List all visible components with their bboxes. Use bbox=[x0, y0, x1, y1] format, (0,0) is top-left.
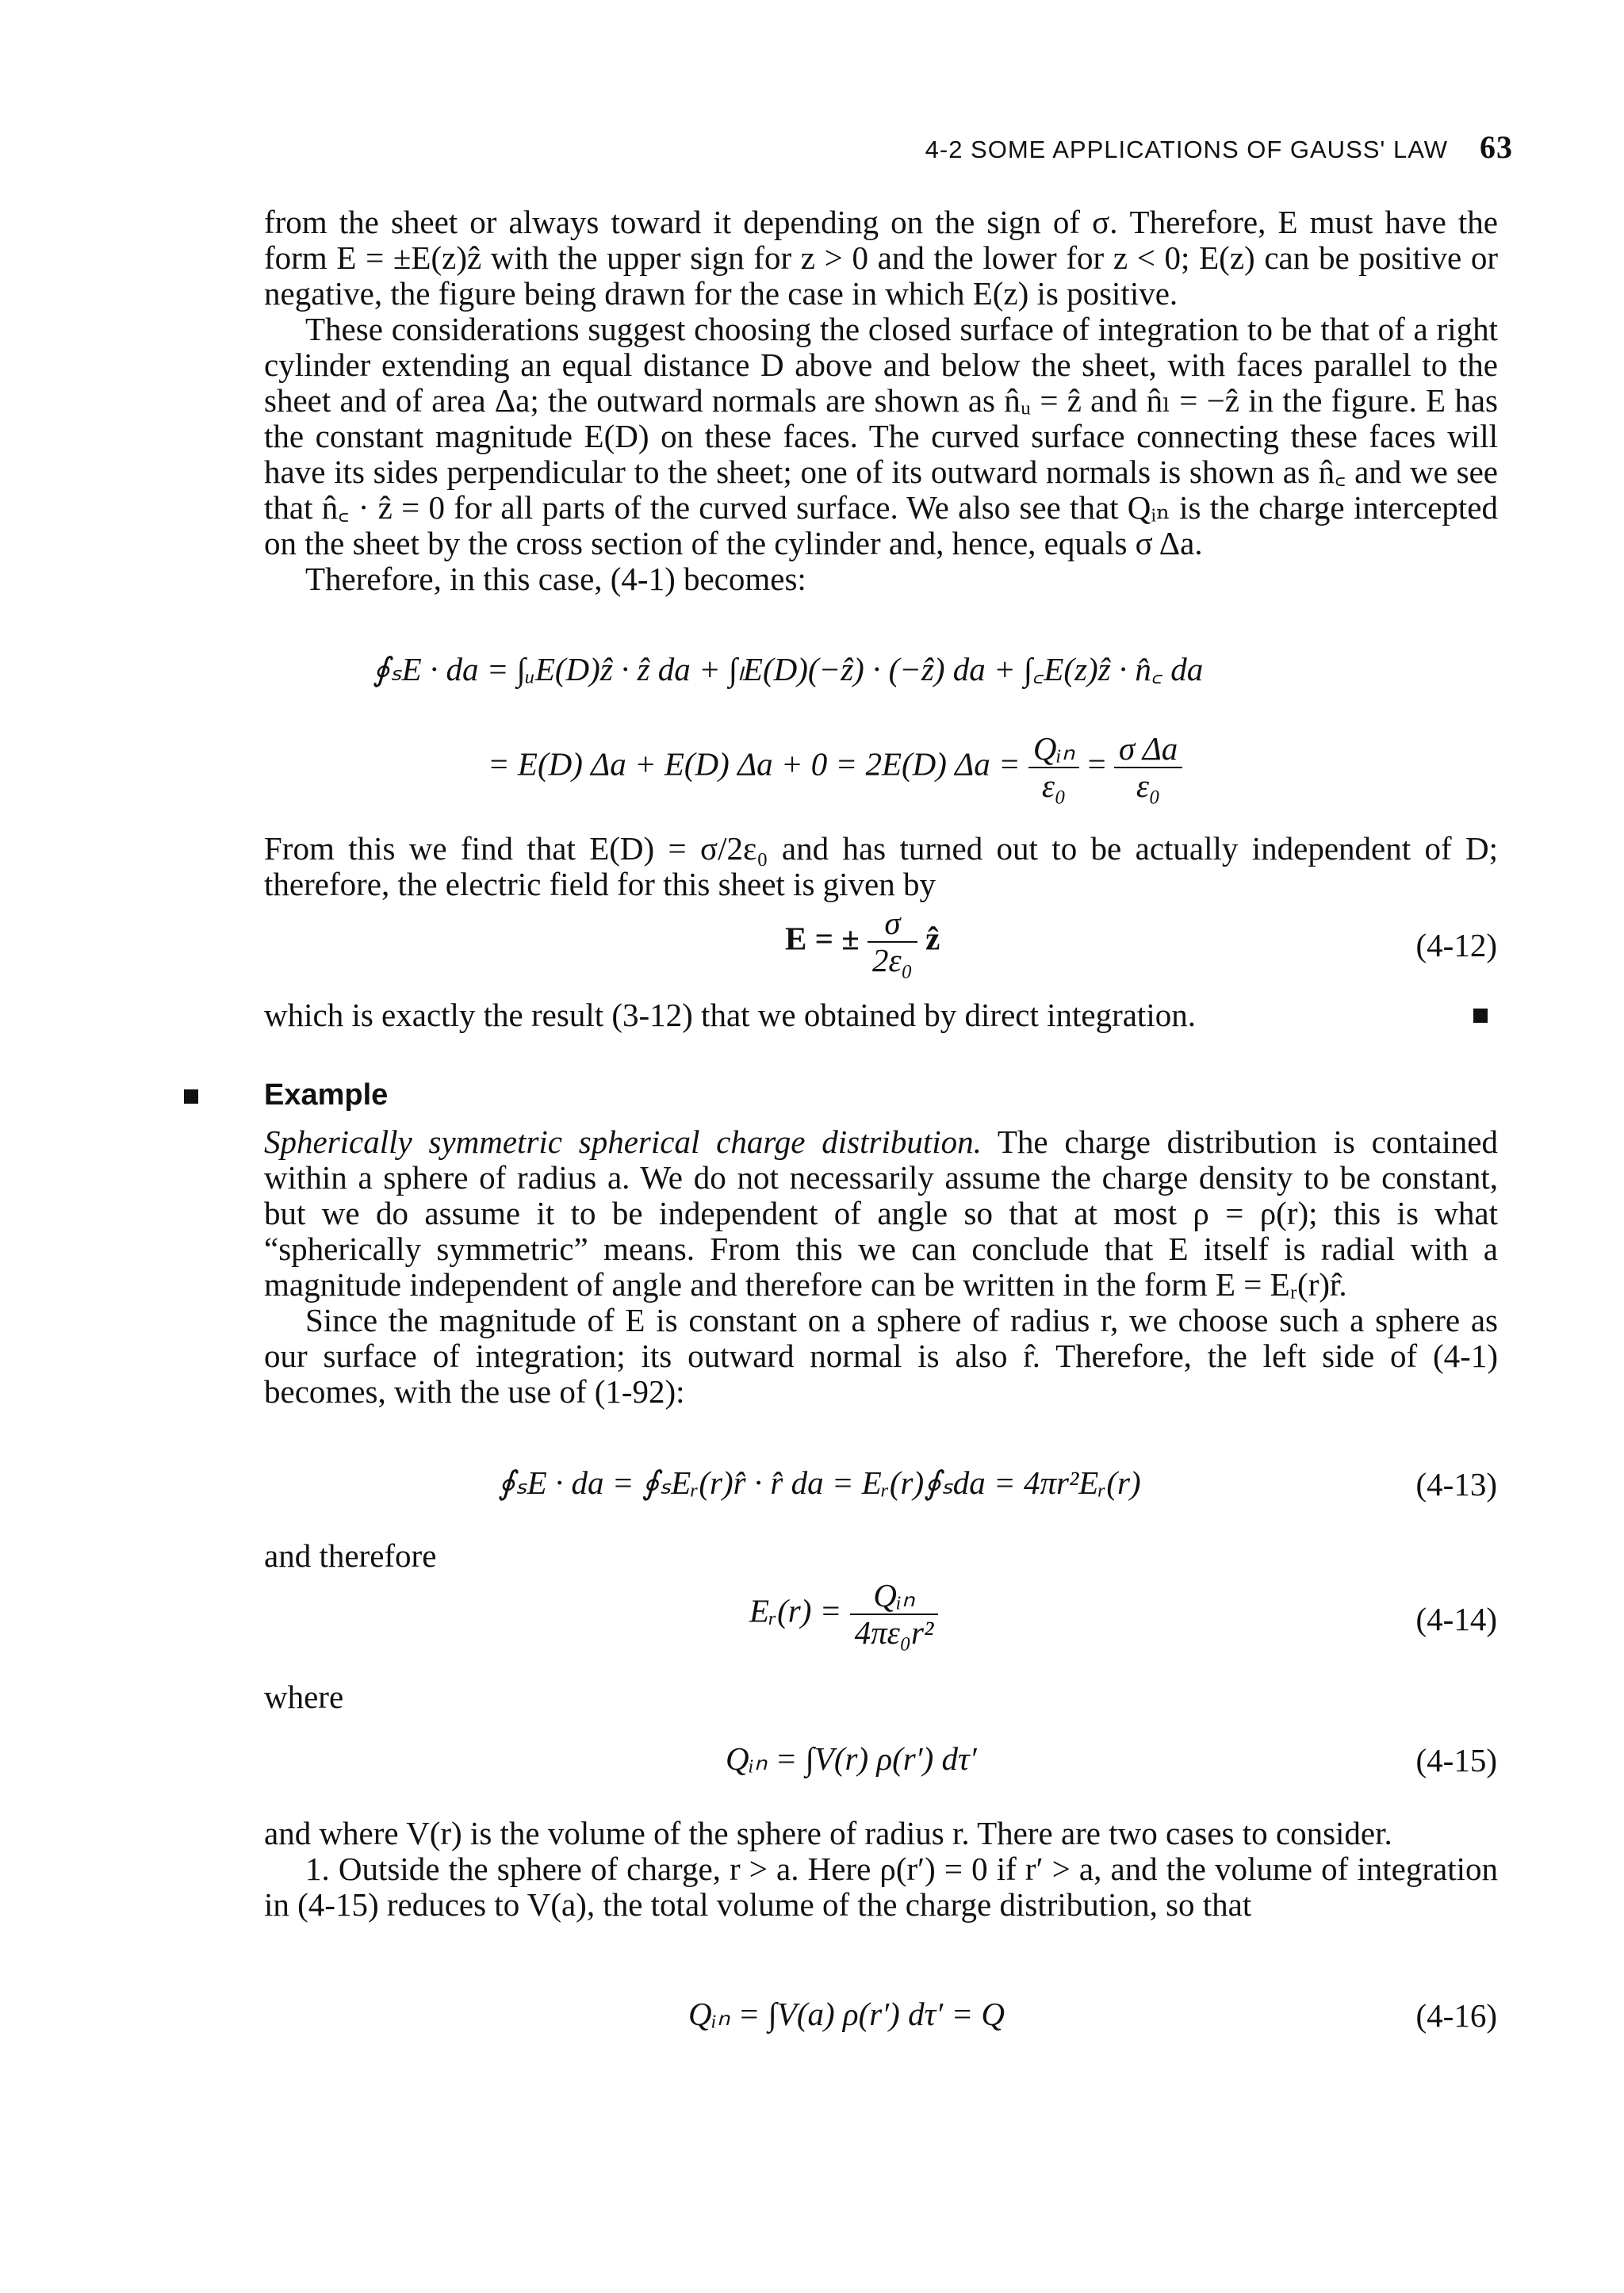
equation-4-12-lhs: E = ± bbox=[785, 920, 860, 957]
paragraph-11 bbox=[264, 1851, 1498, 1923]
paragraph-9: where bbox=[264, 1679, 344, 1715]
paragraph-5-block bbox=[264, 997, 1454, 1033]
paragraph-2 bbox=[264, 312, 1498, 561]
paragraph-6-text: The charge distribution is contained within a sphere of radius a. We do not necessarily assume the charge density to be constant, but we do assume it to be independent of angle so that at most ρ = ρ(r); this is what “spherically symmetric” means. From this we can conclude that E itself is radial with a magnitude independent of angle and therefore can be written in the form E = Eᵣ(r)r̂. bbox=[264, 1124, 1499, 1303]
paragraph-1-block bbox=[264, 205, 1498, 597]
equation-4-16: Qᵢₙ = ∫V(a) ρ(r′) dτ′ = Q bbox=[688, 1996, 1005, 2032]
paragraph-3-text: Therefore, in this case, (4-1) becomes: bbox=[305, 561, 806, 597]
end-of-example-marker bbox=[1473, 1009, 1488, 1023]
paragraph-10: and where V(r) is the volume of the sphere of radius r. There are two cases to consider. bbox=[264, 1815, 1392, 1851]
fraction-numerator: Qᵢₙ bbox=[1028, 731, 1079, 768]
fraction-sigma-2eps bbox=[868, 905, 917, 978]
example-bullet-marker bbox=[184, 1089, 198, 1104]
paragraph-9-block bbox=[264, 1679, 1498, 1715]
equation-4-15: Qᵢₙ = ∫V(r) ρ(r′) dτ′ bbox=[726, 1740, 977, 1777]
running-head-title: 4-2 SOME APPLICATIONS OF GAUSS' LAW bbox=[925, 136, 1448, 163]
running-header bbox=[925, 128, 1513, 166]
fraction-denominator: ε₀ bbox=[1041, 768, 1067, 804]
equation-4-12-unit-vector: ẑ bbox=[925, 920, 940, 957]
paragraph-6 bbox=[264, 1124, 1498, 1303]
equation-4-14 bbox=[749, 1578, 938, 1651]
equation-surface-integral: ∮ₛE · da = ∫ᵤE(D)ẑ · ẑ da + ∫ₗE(D)(−ẑ) · (−ẑ) da + ∫꜀E(z)ẑ · n̂꜀ da bbox=[373, 651, 1204, 687]
fraction-sigma-da-eps bbox=[1114, 731, 1182, 804]
equation-number-4-15: (4-15) bbox=[1415, 1742, 1497, 1778]
paragraph-2-text: These considerations suggest choosing the closed surface of integration to be that of a right cylinder extending an equal distance D above and below the sheet, with faces parallel to the sheet and of area Δa; the outward normals are shown as n̂ᵤ = ẑ and n̂ₗ = −ẑ in the figure. E has the constant magnitude E(D) on these faces. The curved surface connecting these faces will have its sides perpendicular to the sheet; one of its outward normals is shown as n̂꜀ and we see that n̂꜀ · ẑ = 0 for all parts of the curved surface. We also see that Qᵢₙ is the charge intercepted on the sheet by the cross section of the cylinder and, hence, equals σ Δa. bbox=[264, 311, 1498, 561]
fraction-qin-eps bbox=[1028, 731, 1079, 804]
paragraph-8-block bbox=[264, 1538, 1498, 1574]
page-number: 63 bbox=[1480, 129, 1513, 165]
equation-4-13: ∮ₛE · da = ∮ₛEᵣ(r)r̂ · r̂ da = Eᵣ(r)∮ₛda = 4πr²Eᵣ(r) bbox=[498, 1464, 1141, 1501]
paragraph-6-block bbox=[264, 1124, 1498, 1410]
equation-result-line: = E(D) Δa + E(D) Δa + 0 = 2E(D) Δa = $\frac{\text{Qᵢₙ}}{\text{ε₀}}$ = $\frac{\text{σ Δa}}{\text{ε₀}}$ bbox=[488, 731, 1182, 804]
paragraph-4: From this we find that E(D) = σ/2ε₀ and has turned out to be actually independent of D; therefore, the electric field for this sheet is given by bbox=[264, 830, 1498, 902]
paragraph-7-text: Since the magnitude of E is constant on a sphere of radius r, we choose such a sphere as our surface of integration; its outward normal is also r̂. Therefore, the left side of (4-1) becomes, with the use of (1-92): bbox=[264, 1302, 1498, 1410]
fraction-numerator: σ Δa bbox=[1114, 731, 1182, 768]
equation-4-14-lhs: Eᵣ(r) = bbox=[749, 1592, 842, 1629]
paragraph-5: which is exactly the result (3-12) that we obtained by direct integration. bbox=[264, 997, 1196, 1033]
equation-4-12 bbox=[785, 905, 940, 978]
paragraph-7 bbox=[264, 1303, 1498, 1410]
example-heading: Example bbox=[264, 1078, 389, 1112]
paragraph-10-block bbox=[264, 1816, 1498, 1923]
equation-number-4-13: (4-13) bbox=[1415, 1466, 1497, 1503]
equation-number-4-16: (4-16) bbox=[1415, 1997, 1497, 2034]
paragraph-1: from the sheet or always toward it depending on the sign of σ. Therefore, E must have the form E = ±E(z)ẑ with the upper sign for z > 0 and the lower for z < 0; E(z) can be positive or negative, the figure being drawn for the case in which E(z) is positive. bbox=[264, 204, 1498, 312]
equation-number-4-12: (4-12) bbox=[1415, 927, 1497, 963]
paragraph-3 bbox=[264, 561, 1498, 597]
fraction-denominator: 4πε₀r² bbox=[854, 1614, 934, 1651]
example-title: Spherically symmetric spherical charge distribution. bbox=[264, 1124, 982, 1160]
fraction-denominator: 2ε₀ bbox=[871, 942, 913, 978]
paragraph-8: and therefore bbox=[264, 1537, 437, 1574]
fraction-numerator: Qᵢₙ bbox=[850, 1578, 939, 1615]
paragraph-11-text: 1. Outside the sphere of charge, r > a. Here ρ(r′) = 0 if r′ > a, and the volume of integration in (4-15) reduces to V(a), the total volume of the charge distribution, so that bbox=[264, 1851, 1498, 1923]
paragraph-4-block bbox=[264, 831, 1498, 902]
fraction-denominator: ε₀ bbox=[1136, 768, 1161, 804]
equation-result-lhs: = E(D) Δa + E(D) Δa + 0 = 2E(D) Δa = bbox=[488, 745, 1021, 783]
equation-number-4-14: (4-14) bbox=[1415, 1601, 1497, 1637]
fraction-numerator: σ bbox=[868, 905, 917, 943]
fraction-qin-4pi bbox=[850, 1578, 939, 1651]
